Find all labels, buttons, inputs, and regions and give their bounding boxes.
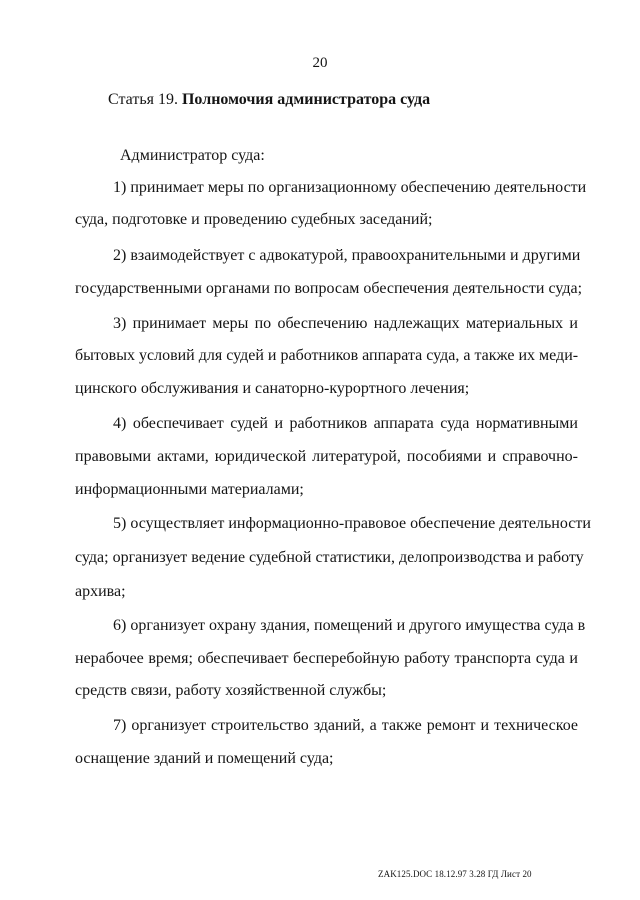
item-1-line-2: суда, подготовке и проведению судебных заседаний; [75, 211, 433, 228]
item-3-line-1: 3) принимает меры по обеспечению надлежащих материальных и [113, 315, 578, 332]
item-3-line-2: бытовых условий для судей и работников аппарата суда, а также их меди- [75, 347, 579, 364]
item-5-line-2: суда; организует ведение судебной статистики, делопроизводства и работу [75, 549, 584, 566]
page-number: 20 [312, 55, 328, 71]
item-2-line-2: государственными органами по вопросам обеспечения деятельности суда; [75, 280, 583, 297]
item-5-line-3: архива; [75, 583, 126, 600]
item-6-line-3: средств связи, работу хозяйственной службы; [75, 682, 387, 699]
item-7-line-2: оснащение зданий и помещений суда; [75, 750, 334, 767]
document-footer: ZAK125.DOC 18.12.97 3.28 ГД Лист 20 [378, 869, 532, 879]
item-3-line-3: цинского обслуживания и санаторно-курортного лечения; [75, 380, 470, 397]
item-4-line-1: 4) обеспечивает судей и работников аппарата суда нормативными [113, 415, 578, 432]
item-4-line-2: правовыми актами, юридической литературой, пособиями и справочно- [75, 448, 578, 465]
item-6-line-1: 6) организует охрану здания, помещений и другого имущества суда в [113, 617, 586, 634]
item-2-line-1: 2) взаимодействует с адвокатурой, правоохранительными и другими [113, 247, 581, 264]
item-7-line-1: 7) организует строительство зданий, а также ремонт и техническое [113, 717, 578, 734]
article-number: Статья 19. [108, 91, 178, 108]
intro-text: Администратор суда: [120, 147, 265, 164]
item-5-line-1: 5) осуществляет информационно-правовое обеспечение деятельности [113, 515, 591, 532]
article-title: Полномочия администратора суда [181, 91, 431, 108]
item-1-line-1: 1) принимает меры по организационному обеспечению деятельности [113, 179, 587, 196]
item-6-line-2: нерабочее время; обеспечивает бесперебойную работу транспорта суда и [75, 650, 578, 667]
article-heading [108, 91, 430, 109]
item-4-line-3: информационными материалами; [75, 481, 304, 498]
